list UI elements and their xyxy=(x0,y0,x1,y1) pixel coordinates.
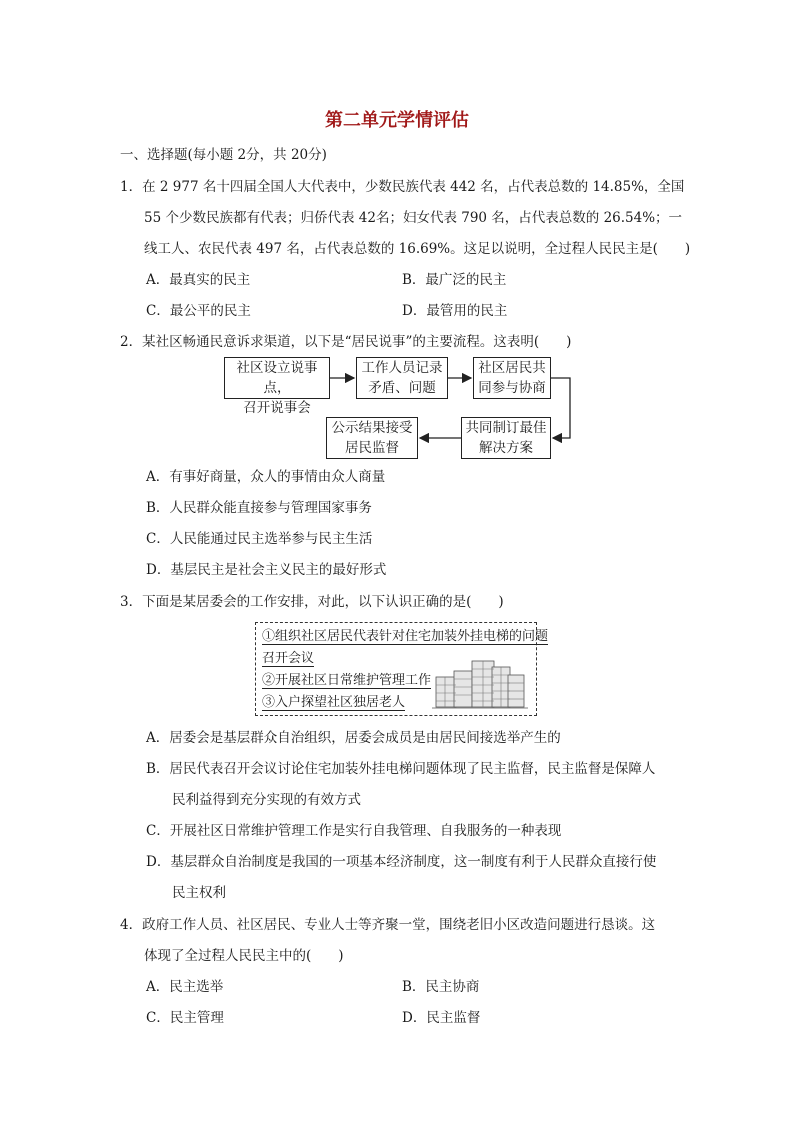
flow-step-2-line1: 工作人员记录 xyxy=(361,360,443,376)
q3-option-c: C．开展社区日常维护管理工作是实行自我管理、自我服务的一种表现 xyxy=(146,823,562,839)
q2-option-d: D．基层民主是社会主义民主的最好形式 xyxy=(146,562,387,578)
q1-stem-line3: 线工人、农民代表 497 名，占代表总数的 16.69%。这足以说明，全过程人民民主是( ) xyxy=(144,241,691,257)
flow-step-5-line2: 居民监督 xyxy=(345,440,399,456)
plan-item-1-text2: 召开会议 xyxy=(262,651,315,666)
q2-stem: 2．某社区畅通民意诉求渠道，以下是“居民说事”的主要流程。这表明( ) xyxy=(120,334,572,350)
plan-item-3 xyxy=(262,695,405,711)
q4-stem-line2: 体现了全过程人民民主中的( ) xyxy=(144,948,344,964)
q1-stem-line1: 1．在 2 977 名十四届全国人大代表中，少数民族代表 442 名，占代表总数的 14.85%，全国 xyxy=(120,179,685,195)
flow-step-4-line1: 共同制订最佳 xyxy=(465,420,547,436)
q3-work-plan xyxy=(255,622,549,716)
q4-stem-line1: 4．政府工作人员、社区居民、专业人士等齐聚一堂，围绕老旧小区改造问题进行恳谈。这 xyxy=(120,917,656,933)
q2-option-b: B．人民群众能直接参与管理国家事务 xyxy=(146,500,372,516)
flow-step-5-line1: 公示结果接受 xyxy=(331,420,413,436)
q1-option-b: B．最广泛的民主 xyxy=(402,272,507,288)
q4-option-a: A．民主选举 xyxy=(146,979,224,995)
plan-item-2 xyxy=(262,673,431,689)
plan-item-3-text: ③入户探望社区独居老人 xyxy=(262,695,406,710)
q4-option-d: D．民主监督 xyxy=(402,1010,481,1026)
q3-option-b-line1: B．居民代表召开会议讨论住宅加装外挂电梯问题体现了民主监督，民主监督是保障人 xyxy=(146,761,656,777)
q3-option-d-line2: 民主权利 xyxy=(172,885,226,901)
building-illustration xyxy=(432,653,528,711)
flow-step-1-line1: 社区设立说事点， xyxy=(236,360,318,396)
plan-item-2-text: ②开展社区日常维护管理工作 xyxy=(262,673,432,688)
q3-option-a: A．居委会是基层群众自治组织，居委会成员是由居民间接选举产生的 xyxy=(146,730,561,746)
flow-step-4-line2: 解决方案 xyxy=(479,440,533,456)
q1-option-c: C．最公平的民主 xyxy=(146,303,251,319)
q3-option-b-line2: 民利益得到充分实现的有效方式 xyxy=(172,792,361,808)
q4-option-b: B．民主协商 xyxy=(402,979,480,995)
section-heading: 一、选择题(每小题 2分，共 20分) xyxy=(120,147,327,163)
q1-option-d: D．最管用的民主 xyxy=(402,303,508,319)
plan-item-1-line1 xyxy=(262,629,548,645)
plan-item-1-line2 xyxy=(262,651,314,667)
q3-option-d-line1: D．基层群众自治制度是我国的一项基本经济制度，这一制度有利于人民群众直接行使 xyxy=(146,854,657,870)
flow-step-1-line2: 召开说事会 xyxy=(243,400,311,416)
page-title: 第二单元学情评估 xyxy=(325,110,469,131)
q4-option-c: C．民主管理 xyxy=(146,1010,224,1026)
q1-stem-line2: 55 个少数民族都有代表；归侨代表 42名；妇女代表 790 名，占代表总数的 26.54%；一 xyxy=(144,210,683,226)
plan-item-1-text: ①组织社区居民代表针对住宅加装外挂电梯的问题 xyxy=(262,629,549,644)
q1-option-a: A．最真实的民主 xyxy=(146,272,251,288)
q3-stem: 3．下面是某居委会的工作安排，对此，以下认识正确的是( ) xyxy=(120,594,504,610)
flow-step-3-line2: 同参与协商 xyxy=(478,380,546,396)
flow-step-3-line1: 社区居民共 xyxy=(478,360,546,376)
q2-option-a: A．有事好商量，众人的事情由众人商量 xyxy=(146,469,386,485)
q2-option-c: C．人民能通过民主选举参与民主生活 xyxy=(146,531,373,547)
flow-step-2-line2: 矛盾、问题 xyxy=(368,380,436,396)
